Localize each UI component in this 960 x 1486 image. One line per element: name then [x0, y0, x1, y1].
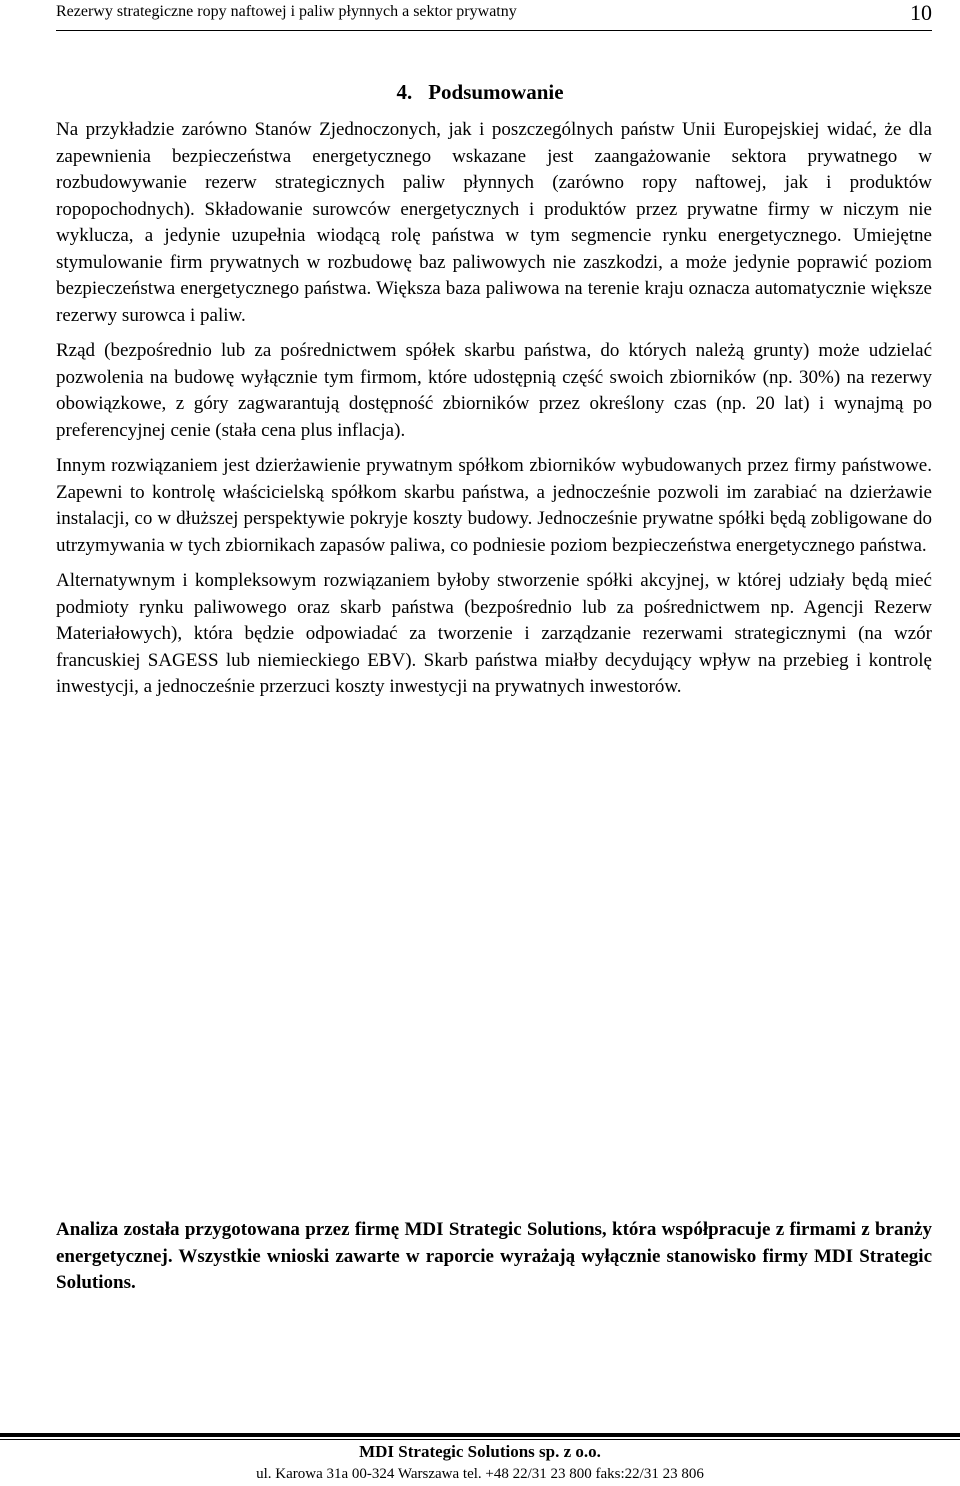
footer-company-name: MDI Strategic Solutions sp. z o.o. [359, 1442, 601, 1461]
paragraph: Innym rozwiązaniem jest dzierżawienie prywatnym spółkom zbiorników wybudowanych przez firmy państwowe. Zapewni to kontrolę właścicielską spółkom skarbu państwa, a jednocześnie pozwoli im zarabiać na dzierżawie instalacji, co w dłuższej perspektywie pokryje koszty budowy. Jednocześnie prywatne spółki będą zobligowane do utrzymywania w tych zbiornikach zapasów paliwa, co podniesie poziom bezpieczeństwa energetycznego państwa. [56, 455, 932, 556]
paragraph: Na przykładzie zarówno Stanów Zjednoczonych, jak i poszczególnych państw Unii Europejskiej widać, że dla zapewnienia bezpieczeństwa energetycznego wskazane jest zaangażowanie sektora prywatnego w rozbudowywanie rezerw strategicznych paliw płynnych (zarówno ropy naftowej, jak i produktów ropopochodnych). Składowanie surowców energetycznych i produktów przez prywatne firmy w niczym nie wyklucza, a jedynie uzupełnia wiodącą rolę państwa w tym segmencie rynku energetycznego. Umiejętne stymulowanie firm prywatnych w rozbudowę baz paliwowych nie zaszkodzi, a może jedynie poprawić poziom bezpieczeństwa energetycznego państwa. Większa baza paliwowa na terenie kraju oznacza automatycznie większe rezerwy surowca i paliw. [56, 119, 932, 326]
page-header [56, 0, 932, 31]
footer-divider-thin [0, 1439, 960, 1440]
section-heading [0, 79, 960, 105]
paragraph: Alternatywnym i kompleksowym rozwiązaniem byłoby stworzenie spółki akcyjnej, w której udziały będą mieć podmioty rynku paliwowego oraz skarb państwa (bezpośrednio lub za pośrednictwem np. Agencji Rezerw Materiałowych), która będzie odpowiadać za tworzenie i zarządzanie rezerwami strategicznymi (na wzór francuskiej SAGESS lub niemieckiego EBV). Skarb państwa miałby decydujący wpływ na przebieg i kontrolę inwestycji, a jednocześnie przerzuci koszty inwestycji na prywatnych inwestorów. [56, 570, 932, 697]
section-number: 4. [396, 80, 413, 104]
paragraph: Rząd (bezpośrednio lub za pośrednictwem spółek skarbu państwa, do których należą grunty) może udzielać pozwolenia na budowę wyłącznie tym firmom, które udostępnią część swoich zbiorników (np. 30%) na rezerwy obowiązkowe, z góry zagwarantują dostępność zbiorników przez określony czas (np. 20 lat) i wynajmą po preferencyjnej cenie (stała cena plus inflacja). [56, 340, 932, 441]
body-text [56, 117, 932, 701]
section-title: Podsumowanie [428, 80, 564, 104]
footer-address: ul. Karowa 31a 00-324 Warszawa tel. +48 22/31 23 800 faks:22/31 23 806 [256, 1466, 704, 1482]
running-header-title: Rezerwy strategiczne ropy naftowej i paliw płynnych a sektor prywatny [56, 3, 517, 20]
closing-note: Analiza została przygotowana przez firmę MDI Strategic Solutions, która współpracuje z firmami z branży energetycznej. Wszystkie wnioski zawarte w raporcie wyrażają wyłącznie stanowisko firmy MDI Strategic Solutions. [56, 1219, 932, 1293]
page-number: 10 [910, 0, 932, 25]
footer-divider [0, 1433, 960, 1437]
